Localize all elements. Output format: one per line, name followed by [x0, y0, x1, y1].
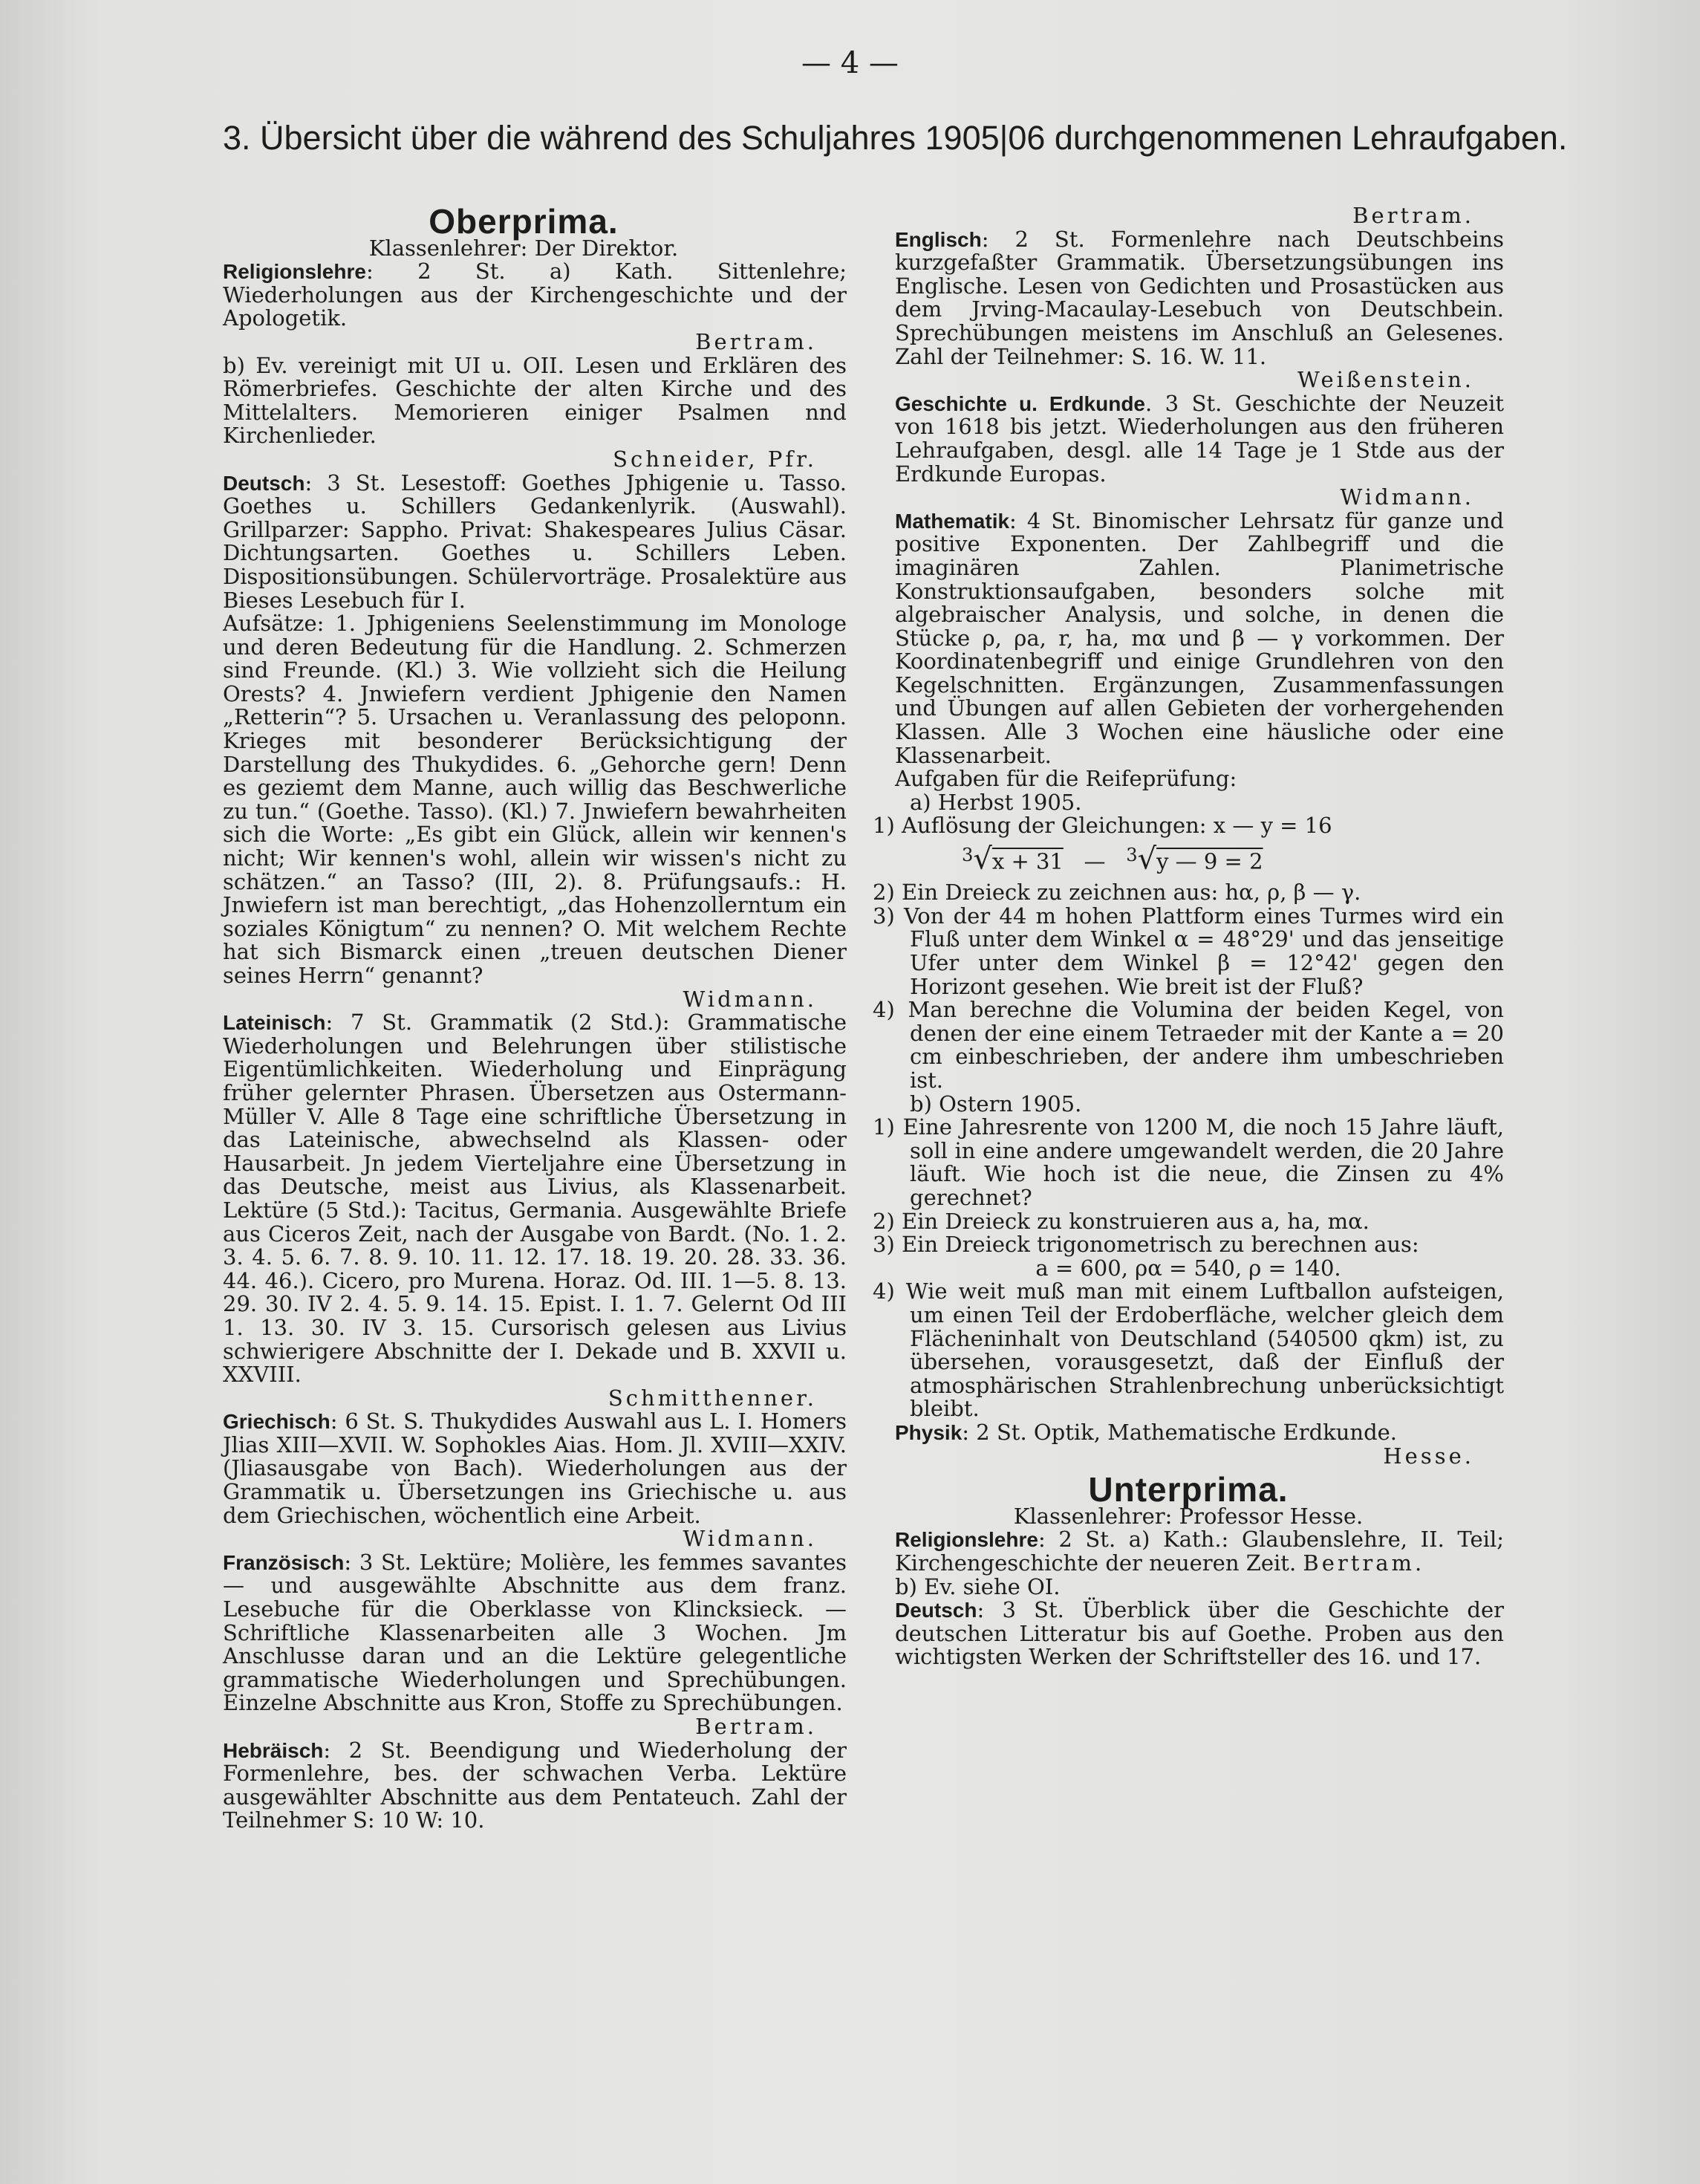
root-index: 3: [962, 845, 974, 866]
subject-text: : 2 St. a) Kath. Sittenlehre; Wiederholungen aus der Kirchengeschichte und der Apologetik.: [223, 259, 847, 331]
subject-label: Religionslehre: [223, 260, 366, 284]
oberprima-religion: [201, 260, 847, 354]
unterprima-deutsch: [873, 1599, 1504, 1669]
left-column: [201, 204, 847, 1833]
teacher-name: Widmann.: [683, 1526, 817, 1552]
teacher-name: Hesse.: [1383, 1443, 1474, 1469]
root-sign: √: [1137, 842, 1157, 877]
oberprima-physik: [873, 1421, 1504, 1468]
herbst-label: a) Herbst 1905.: [910, 789, 1082, 815]
oberprima-mathematik: [873, 507, 1504, 768]
oberprima-englisch: [873, 228, 1504, 392]
oberprima-griechisch: [201, 1410, 847, 1551]
unterprima-religion-ev: b) Ev. siehe OI.: [895, 1573, 1061, 1599]
oberprima-heading: Oberprima.: [429, 202, 619, 241]
equation-formula: $^3$√x + 31 — $^3$√y — 9 = 2: [962, 842, 1263, 877]
subject-label: Mathematik: [895, 509, 1010, 533]
ostern-label: b) Ostern 1905.: [910, 1091, 1082, 1117]
subject-text: . 3 St. Geschichte der Neuzeit von 1618 bis jetzt. Wiederholungen aus den früheren Lehraufgaben, desgl. alle 14 Tage je 1 Stde aus der Erdkunde Europas.: [895, 390, 1504, 487]
subject-label: Deutsch: [895, 1599, 977, 1622]
herbst-task-1: 1) Auflösung der Gleichungen: x — y = 16: [873, 813, 1332, 839]
root-sign: √: [973, 842, 992, 877]
hebraeisch-teacher-line: [873, 204, 1504, 228]
oberprima-aufsaetze: [201, 612, 847, 1011]
oberprima-deutsch: [201, 469, 847, 613]
teacher-name: Bertram.: [1352, 203, 1474, 228]
teacher-name: Schneider, Pfr.: [613, 446, 817, 472]
unterprima-heading: Unterprima.: [1088, 1470, 1289, 1509]
ostern-task-3-values: a = 600, ρα = 540, ρ = 140.: [1035, 1255, 1341, 1281]
oberprima-klassenlehrer: Klassenlehrer: Der Direktor.: [368, 235, 679, 261]
subject-text: : 3 St. Überblick über die Geschichte der deutschen Litteratur bis auf Goethe. Proben aus den wichtigsten Werken der Schriftsteller des 16. und 17.: [895, 1597, 1504, 1670]
subject-text: : 4 St. Binomischer Lehrsatz für ganze und positive Exponenten. Der Zahlbegriff und die imaginären Zahlen. Planimetrische Konstruktionsaufgaben, besonders solche mit algebraischer Analysis, und solche, in denen die Stücke ρ, ρa, r, ha, mα und β — γ vorkommen. Der Koordinatenbegriff und einige Grundlehren von den Kegelschnitten. Ergänzungen, Zusammenfassungen und Übungen auf allen Gebieten der vorhergehenden Klassen. Alle 3 Wochen eine häusliche oder eine Klassenarbeit.: [895, 507, 1504, 768]
subject-text: : 2 St. Beendigung und Wiederholung der Formenlehre, bes. der schwachen Verba. Lektüre ausgewählter Abschnitte aus dem Pentateuch. Zahl der Teilnehmer S: 10 W: 10.: [223, 1737, 847, 1833]
subject-label: Hebräisch: [223, 1738, 324, 1762]
subject-label: Lateinisch: [223, 1011, 326, 1035]
subject-text: : 2 St. Formenlehre nach Deutschbeins kurzgefaßter Grammatik. Übersetzungsübungen ins Englische. Lesen von Gedichten und Prosastücken aus dem Jrving-Macaulay-Lesebuch von Deutschbein. Sprechübungen meistens im Anschluß an Gelesenes. Zahl der Teilnehmer: S. 16. W. 11.: [895, 226, 1504, 369]
oberprima-latein: [201, 1011, 847, 1410]
radicand-b: y — 9 = 2: [1156, 848, 1263, 874]
herbst-task-2: 2) Ein Dreieck zu zeichnen aus: hα, ρ, β — γ.: [873, 880, 1361, 906]
ostern-task-4: 4) Wie weit muß man mit einem Luftballon aufsteigen, um einen Teil der Erdoberfläche, welcher gleich dem Flächeninhalt von Deutschland (540500 qkm) ist, zu übersehen, vorausgesetzt, daß der Einfluß der atmosphärischen Strahlenbrechung unberücksichtigt bleibt.: [873, 1278, 1504, 1422]
teacher-name: Weißenstein.: [1297, 367, 1474, 393]
teacher-name: Schmitthenner.: [608, 1385, 817, 1411]
herbst-task-3: 3) Von der 44 m hohen Plattform eines Turmes wird ein Fluß unter dem Winkel α = 48°29' und das jenseitige Ufer unter dem Winkel β = 12°42' gegen den Horizont gesehen. Wie breit ist der Fluß?: [873, 903, 1504, 999]
teacher-name: Widmann.: [1340, 484, 1474, 510]
teacher-name: Bertram.: [695, 1714, 817, 1739]
subject-label: Physik: [895, 1420, 963, 1444]
unterprima-religion: [873, 1528, 1504, 1575]
subject-text: b) Ev. vereinigt mit UI u. OII. Lesen und Erklären des Römerbriefes. Geschichte der alten Kirche und des Mittelalters. Memorieren einiger Psalmen nnd Kirchenlieder.: [223, 352, 847, 449]
teacher-name: Bertram.: [1303, 1550, 1425, 1576]
ostern-task-1: 1) Eine Jahresrente von 1200 M, die noch 15 Jahre läuft, soll in eine andere umgewandelt werden, die 20 Jahre läuft. Wie hoch ist die neue, die Zinsen zu 4% gerechnet?: [873, 1114, 1504, 1210]
oberprima-geschichte: [873, 392, 1504, 510]
subject-label: Englisch: [895, 227, 982, 251]
subject-label: Religionslehre: [895, 1528, 1038, 1552]
subject-text: : 2 St. Optik, Mathematische Erdkunde.: [962, 1419, 1398, 1445]
subject-label: Geschichte u. Erdkunde: [895, 391, 1145, 415]
subject-label: Griechisch: [223, 1410, 330, 1434]
reifepruefung-title: Aufgaben für die Reifeprüfung:: [895, 766, 1237, 792]
ostern-task-3: 3) Ein Dreieck trigonometrisch zu berechnen aus:: [873, 1232, 1419, 1258]
subject-text: : 7 St. Grammatik (2 Std.): Grammatische Wiederholungen und Belehrungen über stilistische Eigentümlichkeiten. Wiederholung und Einprägung früher gelernter Phrasen. Übersetzen aus Ostermann-Müller V. Alle 8 Tage eine schriftliche Übersetzung in das Lateinische, abwechselnd als Klassen- oder Hausarbeit. Jn jedem Vierteljahre eine Übersetzung in das Deutsche, meist aus Livius, als Klassenarbeit. Lektüre (5 Std.): Tacitus, Germania. Ausgewählte Briefe aus Ciceros Zeit, nach der Ausgabe von Bardt. (No. 1. 2. 3. 4. 5. 6. 7. 8. 9. 10. 11. 12. 17. 18. 19. 20. 28. 33. 36. 44. 46.). Cicero, pro Murena. Horaz. Od. III. 1—5. 8. 13. 29. 30. IV 2. 4. 5. 9. 14. 15. Epist. I. 1. 7. Gelernt Od III 1. 13. 30. IV 3. 15. Cursorisch gelesen aus Livius schwierigere Abschnitte der I. Dekade und B. XXVII u. XXVIII.: [223, 1010, 847, 1388]
subject-text: Aufsätze: 1. Jphigeniens Seelenstimmung im Monologe und deren Bedeutung für die Handlung. 2. Schmerzen sind Freunde. (Kl.) 3. Wie vollzieht sich die Heilung Orests? 4. Jnwiefern verdient Jphigenie den Namen „Retterin“? 5. Ursachen u. Veranlassung des peloponn. Krieges mit besonderer Berücksichtigung der Darstellung des Thukydides. 6. „Gehorche gern! Denn es geziemt dem Manne, auch willig das Beschwerliche zu tun.“ (Goethe. Tasso). (Kl.) 7. Jnwiefern bewahrheiten sich die Worte: „Es gibt ein Glück, allein wir kennen's nicht; Wir kennen's wohl, allein wir wissen's nicht zu schätzen.“ an Tasso? (III, 2). 8. Prüfungsaufs.: H. Jnwiefern ist man berechtigt, „das Hohenzollerntum ein soziales Königtum“ zu nennen? O. Mit welchem Rechte hat sich Bismarck einen „treuen deutschen Diener seines Herrn“ genannt?: [223, 611, 847, 988]
oberprima-religion-ev: [201, 354, 847, 472]
page-number: — 4 —: [801, 46, 899, 80]
teacher-name: Widmann.: [683, 986, 817, 1012]
subject-text: : 3 St. Lektüre; Molière, les femmes savantes — und ausgewählte Abschnitte aus dem franz. Lesebuche für die Oberklasse von Klincksieck. — Schriftliche Klassenarbeiten alle 3 Wochen. Jm Anschlusse daran und an die Lektüre gelegentliche grammatische Wiederholungen und Sprechübungen. Einzelne Abschnitte aus Kron, Stoffe zu Sprechübungen.: [223, 1549, 847, 1716]
oberprima-franzoesisch: [201, 1551, 847, 1739]
herbst-task-4: 4) Man berechne die Volumina der beiden Kegel, von denen der eine einem Tetraeder mit der Kante a = 20 cm einbeschrieben, der andere ihm umbeschrieben ist.: [873, 997, 1504, 1093]
radicand-a: x + 31: [991, 848, 1064, 874]
oberprima-hebraeisch: [201, 1739, 847, 1833]
ostern-task-2: 2) Ein Dreieck zu konstruieren aus a, ha, mα.: [873, 1208, 1370, 1234]
section-title: 3. Übersicht über die während des Schuljahres 1905|06 durchgenommenen Lehraufgaben.: [223, 119, 1568, 157]
root-index: 3: [1126, 845, 1138, 866]
subject-text: : 6 St. S. Thukydides Auswahl aus L. I. Homers Jlias XIII—XVII. W. Sophokles Aias. Hom. Jl. XVIII—XXIV. (Jliasausgabe von Bach). Wiederholungen aus der Grammatik u. Übersetzungen ins Griechische u. aus dem Griechischen, wöchentlich eine Arbeit.: [223, 1408, 847, 1528]
subject-text: : 3 St. Lesestoff: Goethes Jphigenie u. Tasso. Goethes u. Schillers Gedankenlyrik. (Auswahl). Grillparzer: Sappho. Privat: Shakespeares Julius Cäsar. Dichtungsarten. Goethes u. Schillers Leben. Dispositionsübungen. Schülervorträge. Prosalektüre aus Bieses Lesebuch für I.: [223, 469, 847, 613]
subject-label: Französisch: [223, 1550, 345, 1574]
subject-text: : 2 St. a) Kath.: Glaubenslehre, II. Teil; Kirchengeschichte der neueren Zeit.: [895, 1527, 1504, 1576]
teacher-name: Bertram.: [695, 328, 817, 354]
unterprima-klassenlehrer: Klassenlehrer: Professor Hesse.: [1013, 1503, 1364, 1529]
subject-label: Deutsch: [223, 471, 305, 495]
right-column: [873, 204, 1504, 1669]
